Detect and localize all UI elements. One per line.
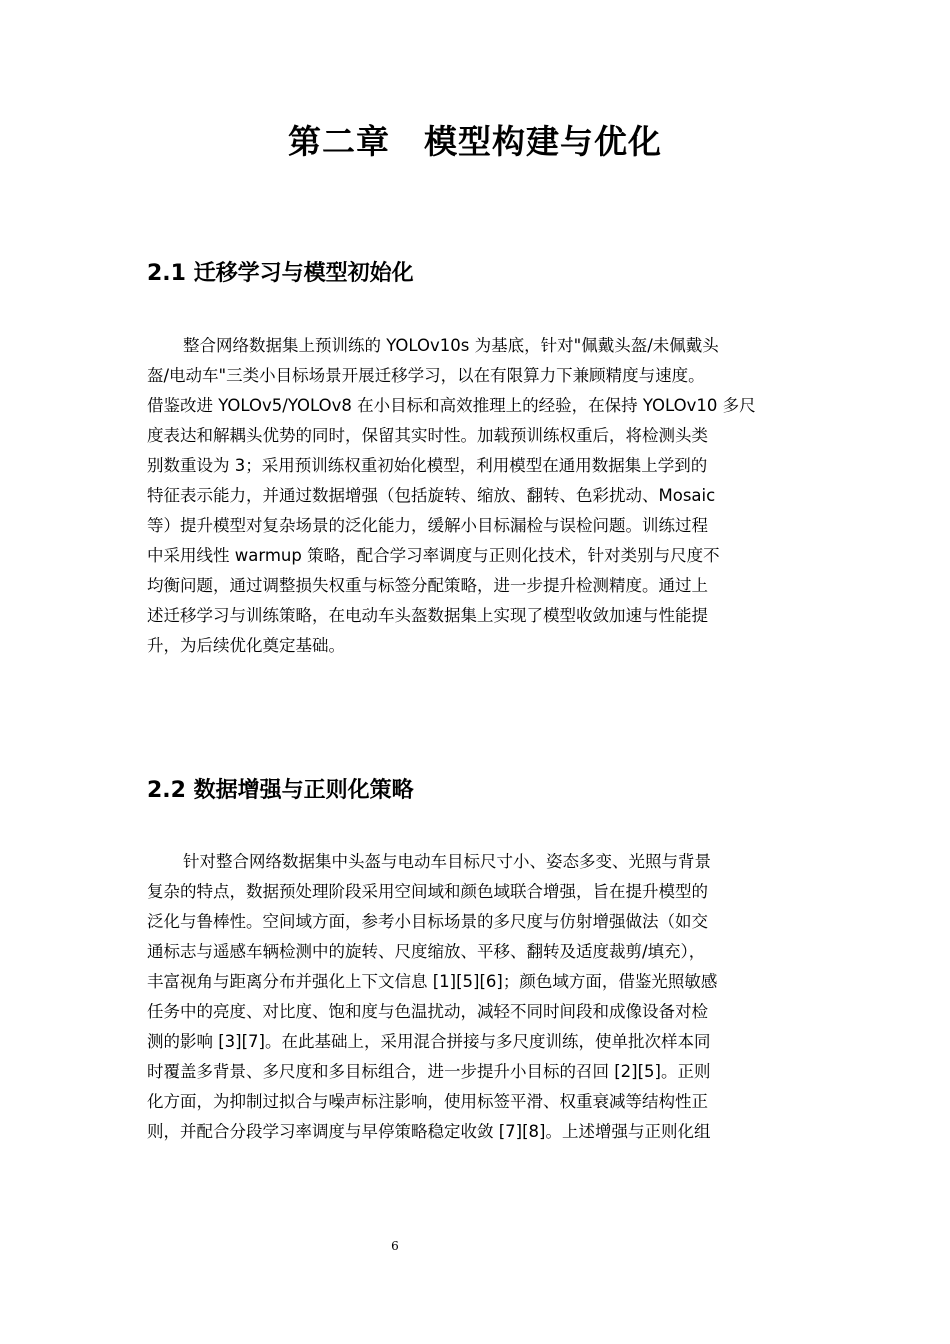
paragraph-line: 丰富视角与距离分布并强化上下文信息 [1][5][6]；颜色域方面，借鉴光照敏感 xyxy=(147,972,718,991)
paragraph-line: 特征表示能力，并通过数据增强（包括旋转、缩放、翻转、色彩扰动、Mosaic xyxy=(147,486,716,505)
paragraph-line: 通标志与遥感车辆检测中的旋转、尺度缩放、平移、翻转及适度裁剪/填充）， xyxy=(147,942,706,961)
paragraph-line: 测的影响 [3][7]。在此基础上，采用混合拼接与多尺度训练，使单批次样本同 xyxy=(147,1032,711,1051)
paragraph-line: 度表达和解耦头优势的同时，保留其实时性。加载预训练权重后，将检测头类 xyxy=(147,426,708,445)
paragraph-line: 复杂的特点，数据预处理阶段采用空间域和颜色域联合增强，旨在提升模型的 xyxy=(147,882,708,901)
paragraph-line: 盔/电动车"三类小目标场景开展迁移学习，以在有限算力下兼顾精度与速度。 xyxy=(147,366,705,385)
section-2-1-paragraph xyxy=(147,331,807,661)
section-2-2-paragraph xyxy=(147,847,807,1147)
paragraph-line: 则，并配合分段学习率调度与早停策略稳定收敛 [7][8]。上述增强与正则化组 xyxy=(147,1122,711,1141)
paragraph-line: 借鉴改进 YOLOv5/YOLOv8 在小目标和高效推理上的经验，在保持 YOLOv10 多尺 xyxy=(147,396,756,415)
paragraph-line: 述迁移学习与训练策略，在电动车头盔数据集上实现了模型收敛加速与性能提 xyxy=(147,606,708,625)
paragraph-line: 时覆盖多背景、多尺度和多目标组合，进一步提升小目标的召回 [2][5]。正则 xyxy=(147,1062,711,1081)
section-heading-2-1: 2.1 迁移学习与模型初始化 xyxy=(147,261,414,286)
page-number: 6 xyxy=(391,1239,399,1253)
paragraph-line: 化方面，为抑制过拟合与噪声标注影响，使用标签平滑、权重衰减等结构性正 xyxy=(147,1092,708,1111)
chapter-title: 第二章 模型构建与优化 xyxy=(288,122,662,161)
paragraph-line: 整合网络数据集上预训练的 YOLOv10s 为基底，针对"佩戴头盔/未佩戴头 xyxy=(183,336,719,355)
section-heading-2-2: 2.2 数据增强与正则化策略 xyxy=(147,778,414,803)
paragraph-line: 别数重设为 3；采用预训练权重初始化模型，利用模型在通用数据集上学到的 xyxy=(147,456,708,475)
paragraph-line: 等）提升模型对复杂场景的泛化能力，缓解小目标漏检与误检问题。训练过程 xyxy=(147,516,708,535)
paragraph-line: 泛化与鲁棒性。空间域方面，参考小目标场景的多尺度与仿射增强做法（如交 xyxy=(147,912,708,931)
paragraph-line: 升，为后续优化奠定基础。 xyxy=(147,636,345,655)
paragraph-line: 均衡问题，通过调整损失权重与标签分配策略，进一步提升检测精度。通过上 xyxy=(147,576,708,595)
paragraph-line: 中采用线性 warmup 策略，配合学习率调度与正则化技术，针对类别与尺度不 xyxy=(147,546,720,565)
paragraph-line: 任务中的亮度、对比度、饱和度与色温扰动，减轻不同时间段和成像设备对检 xyxy=(147,1002,708,1021)
paragraph-line: 针对整合网络数据集中头盔与电动车目标尺寸小、姿态多变、光照与背景 xyxy=(183,852,711,871)
